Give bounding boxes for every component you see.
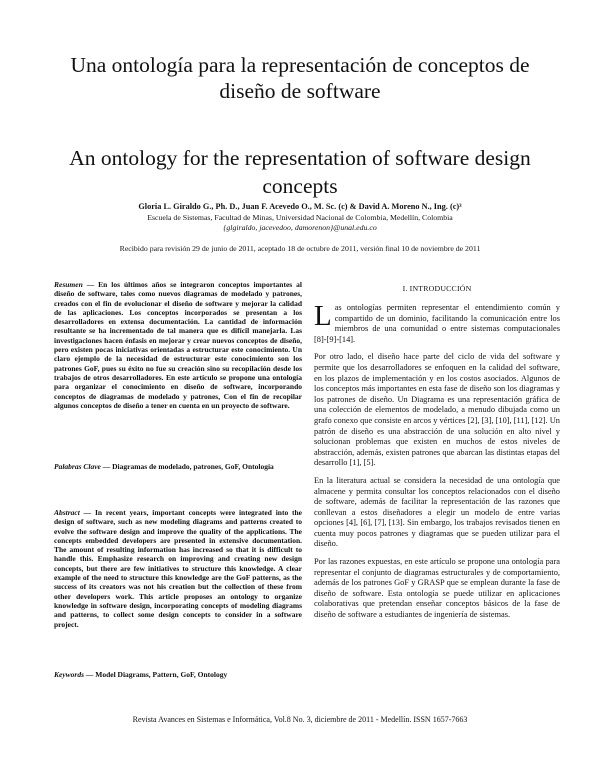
resumen-paragraph [54,280,302,410]
intro-paragraph-1-text: as ontologías permiten representar el entendimiento común y compartido de un dominio, facilitando la comunicación entre los miembros de una comunidad o entre sistemas computacionales [8]-[9]-[14]. [314,303,560,344]
journal-footer: Revista Avances en Sistemas e Informática, Vol.8 No. 3, diciembre de 2011 - Medellín. ISSN 1657-7663 [132,715,468,724]
title-spanish: Una ontología para la representación de conceptos de diseño de software [70,53,530,103]
drop-cap: L [314,300,332,332]
intro-paragraph-3: En la literatura actual se considera la necesidad de una ontología que almacene y permita consultar los conceptos relacionados con el diseño de software, además de facilitar la representación de las razones que conllevan a estos diseñadores a elegir un modelo de entre varias opciones [4], [6], [7], [13]. Sin embargo, los trabajos revisados tienen en cuenta muy pocos patrones y diagramas que se pueden utilizar para el diseño. [314,475,560,549]
author-emails: {glgiraldo, jacevedoo, damorenon}@unal.edu.co [223,223,377,232]
title-english: An ontology for the representation of software design concepts [69,146,531,198]
resumen-label: Resumen — [54,280,95,289]
section-heading: I. INTRODUCCIÓN [402,284,472,293]
keywords-label: Keywords — [54,670,94,679]
intro-body [314,300,560,628]
resumen-text: En los últimos años se integraron conceptos importantes al diseño de software, tales como nuevos diagramas de modelado y patrones, creados con el fin de evolucionar el diseño de software y mejorar la calidad de las aplicaciones. Los conceptos incorporados se presentan a los desarrolladores en extensa documentación. La cantidad de información resultante se ha incrementado de tal manera que es difícil manejarla. Las investigaciones hacen énfasis en mejorar y crear nuevos conceptos de diseño, pero existen pocas iniciativas orientadas a estructurar este conocimiento. Un claro ejemplo de la necesidad de estructurar este conocimiento son los patrones GoF, pues su éxito no fue su creación sino su recopilación desde los trabajos de otros desarrolladores. En este artículo se propone una ontología para organizar el conocimiento en diseño de software, incorporando conceptos de diagramas de modelado y patrones, Con el fin de recopilar algunos conceptos de diseño a tener en cuenta en un proyecto de software. [54,280,302,410]
abstract-label: Abstract — [54,508,92,517]
intro-paragraph-2: Por otro lado, el diseño hace parte del ciclo de vida del software y permite que los desarrolladores se enfoquen en la calidad del software, en los plazos de implementación y en los costos asociados. Algunos de los conceptos más importantes en esta fase de diseño son los diagramas y los patrones de diseño. Un Diagrama es una representación gráfica de una colección de elementos de modelado, a menudo dibujada como un grafo conexo que consiste en arcos y vértices [2], [3], [10], [11], [12]. Un patrón de diseño es una abstracción de una solución en alto nivel y solucionan problemas que existen en muchos de estos niveles de abstracción, además, existen patrones que abarcan las distintas etapas del desarrollo [1], [5]. [314,352,560,468]
palabras-clave-text: Diagramas de modelado, patrones, GoF, Ontología [112,462,274,471]
intro-paragraph-1 [314,300,560,345]
palabras-clave-paragraph [54,462,302,471]
keywords-text: Model Diagrams, Pattern, GoF, Ontology [95,670,228,679]
palabras-clave-label: Palabras Clave — [54,462,111,471]
affiliation: Escuela de Sistemas, Facultad de Minas, Universidad Nacional de Colombia, Medellín, Colombia [147,213,453,222]
abstract-paragraph [54,508,302,629]
intro-paragraph-4: Por las razones expuestas, en este artículo se propone una ontología para representar el conjunto de diagramas estructurales y de comportamiento, además de los patrones GoF y GRASP que se emplean durante la fase de diseño de software. Esta ontología se puede utilizar en aplicaciones colaborativas que pretendan enseñar conceptos básicos de la fase de diseño de software a estudiantes de ingeniería de sistemas. [314,557,560,620]
received-dates: Recibido para revisión 29 de junio de 2011, aceptado 18 de octubre de 2011, versión final 10 de noviembre de 2011 [119,244,481,253]
authors: Gloria L. Giraldo G., Ph. D., Juan F. Acevedo O., M. Sc. (c) & David A. Moreno N., Ing. (c)³ [138,202,462,211]
abstract-text: In recent years, important concepts were integrated into the design of software, such as new modeling diagrams and patterns created to evolve the software design and improve the quality of the applications. The concepts embedded developers are presented in extensive documentation. The amount of resulting information has increased so that it is difficult to handle this. Emphasize research on improving and creating new design concepts, but there are few initiatives to structure this knowledge. A clear example of the need to structure this knowledge are the GoF patterns, as the success of its creators was not his creation but the collection of these from other developers work. This article proposes an ontology to organize knowledge in software design, incorporating concepts of modeling diagrams and patterns, to collect some design concepts to consider in a software project. [54,508,303,629]
keywords-paragraph [54,670,302,679]
